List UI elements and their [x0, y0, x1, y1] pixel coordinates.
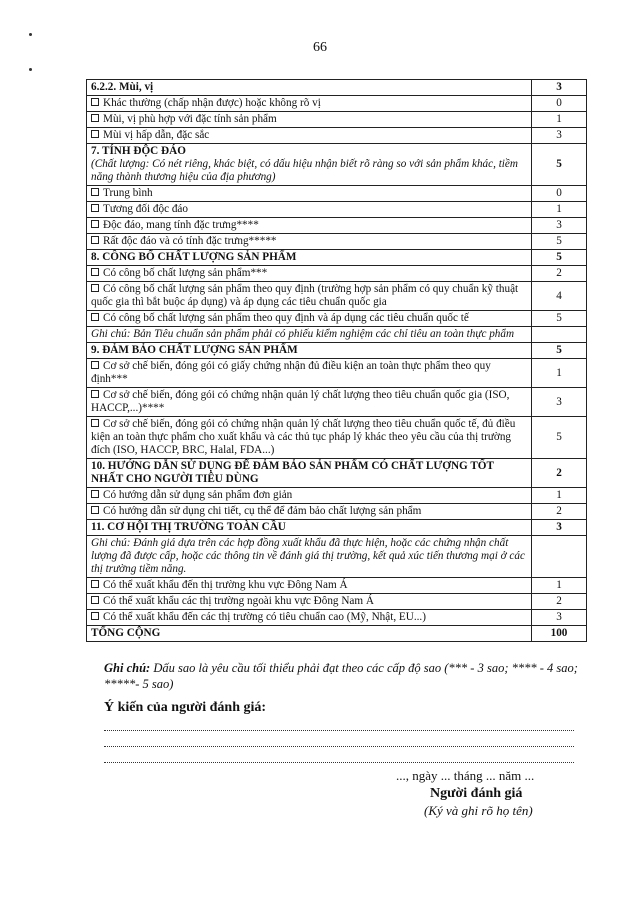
option-label: Cơ sở chế biến, đóng gói có giấy chứng nhận đủ điều kiện an toàn thực phẩm theo quy định*** [91, 360, 491, 385]
scan-mark-dot [29, 68, 32, 71]
date-line: ..., ngày ... tháng ... năm ... [396, 768, 535, 783]
criterion-row [87, 626, 587, 642]
option-row [87, 234, 587, 250]
score-cell: 3 [532, 218, 587, 234]
option-label: Độc đáo, mang tính đặc trưng**** [103, 219, 259, 231]
score-cell: 3 [532, 520, 587, 536]
option-label: Rất độc đáo và có tính đặc trưng***** [103, 235, 277, 247]
score-cell: 3 [532, 128, 587, 144]
score-cell: 2 [532, 594, 587, 610]
score-cell: 1 [532, 578, 587, 594]
option-label: Mùi vị hấp dẫn, đặc sắc [103, 129, 210, 141]
criterion-title: 10. HƯỚNG DẪN SỬ DỤNG ĐỂ ĐẢM BẢO SẢN PHẨM CÓ CHẤT LƯỢNG TỐT NHẤT CHO NGƯỜI TIÊU DÙNG [91, 460, 494, 485]
signer-note: (Ký và ghi rõ họ tên) [424, 803, 533, 818]
score-cell: 4 [532, 282, 587, 311]
opinion-line[interactable] [104, 762, 574, 763]
score-cell: 2 [532, 266, 587, 282]
criterion-title: 11. CƠ HỘI THỊ TRƯỜNG TOÀN CẦU [91, 521, 286, 533]
score-cell: 3 [532, 388, 587, 417]
score-cell [532, 327, 587, 343]
note-row [87, 327, 587, 343]
checkbox[interactable] [91, 361, 99, 369]
checkbox[interactable] [91, 490, 99, 498]
checkbox[interactable] [91, 98, 99, 106]
option-label: Có hướng dẫn sử dụng sản phẩm đơn giản [103, 489, 293, 501]
option-label: Có công bố chất lượng sản phẩm*** [103, 267, 268, 279]
scan-mark-dot [29, 33, 32, 36]
note-row [87, 536, 587, 578]
option-label: Có hướng dẫn sử dụng chi tiết, cụ thể để đảm bảo chất lượng sản phẩm [103, 505, 422, 517]
option-label: Mùi, vị phù hợp với đặc tính sản phẩm [103, 113, 277, 125]
option-label: Cơ sở chế biến, đóng gói có chứng nhận quản lý chất lượng theo tiêu chuẩn quốc tế, đủ điều kiện an toàn thực phẩm cho xuất khẩu và các thủ tục pháp lý khác theo yêu cầu của thị trường đích (ISO, HACCP, BRC, Halal, FDA...) [91, 418, 516, 456]
option-label: Có thể xuất khẩu các thị trường ngoài khu vực Đông Nam Á [103, 595, 374, 607]
checkbox[interactable] [91, 268, 99, 276]
checkbox[interactable] [91, 236, 99, 244]
opinion-line[interactable] [104, 746, 574, 747]
score-cell: 5 [532, 311, 587, 327]
checkbox[interactable] [91, 580, 99, 588]
checkbox[interactable] [91, 204, 99, 212]
note-text: Ghi chú: Bản Tiêu chuẩn sản phẩm phải có phiếu kiểm nghiệm các chỉ tiêu an toàn thực phẩm [91, 328, 515, 340]
score-cell: 3 [532, 610, 587, 626]
criterion-row [87, 459, 587, 488]
score-cell: 2 [532, 504, 587, 520]
page-number: 66 [313, 40, 327, 55]
criterion-row [87, 520, 587, 536]
score-cell: 5 [532, 144, 587, 186]
criterion-title: 6.2.2. Mùi, vị [91, 81, 154, 93]
score-cell: 3 [532, 80, 587, 96]
option-row [87, 504, 587, 520]
footnote-text: Dấu sao là yêu cầu tối thiểu phải đạt theo các cấp độ sao (*** - 3 sao; **** - 4 sao; *****- 5 sao) [104, 661, 578, 691]
option-row [87, 202, 587, 218]
checkbox[interactable] [91, 220, 99, 228]
score-cell: 1 [532, 488, 587, 504]
option-label: Trung bình [103, 187, 153, 199]
option-row [87, 96, 587, 112]
option-row [87, 282, 587, 311]
score-cell: 5 [532, 417, 587, 459]
score-cell: 0 [532, 96, 587, 112]
criterion-row [87, 80, 587, 96]
opinion-title: Ý kiến của người đánh giá: [104, 700, 267, 715]
option-row [87, 578, 587, 594]
option-row [87, 186, 587, 202]
score-cell: 1 [532, 359, 587, 388]
option-row [87, 610, 587, 626]
footnote [104, 660, 584, 692]
option-label: Có công bố chất lượng sản phẩm theo quy định (trường hợp sản phẩm có quy chuẩn kỹ thuật quốc gia thì bắt buộc áp dụng) và áp dụng các tiêu chuẩn quốc gia [91, 283, 519, 308]
option-row [87, 359, 587, 388]
criterion-row [87, 343, 587, 359]
criterion-title: TỔNG CỘNG [91, 627, 161, 639]
criteria-score-table [86, 79, 587, 642]
checkbox[interactable] [91, 506, 99, 514]
option-row [87, 266, 587, 282]
option-label: Có công bố chất lượng sản phẩm theo quy định và áp dụng các tiêu chuẩn quốc tế [103, 312, 469, 324]
checkbox[interactable] [91, 284, 99, 292]
score-cell: 5 [532, 250, 587, 266]
score-cell: 0 [532, 186, 587, 202]
score-cell: 1 [532, 202, 587, 218]
option-row [87, 311, 587, 327]
option-label: Khác thường (chấp nhận được) hoặc không rõ vị [103, 97, 321, 109]
checkbox[interactable] [91, 390, 99, 398]
option-label: Có thể xuất khẩu đến thị trường khu vực Đông Nam Á [103, 579, 348, 591]
option-row [87, 488, 587, 504]
option-row [87, 218, 587, 234]
criterion-row [87, 250, 587, 266]
option-row [87, 388, 587, 417]
option-label: Cơ sở chế biến, đóng gói có chứng nhận quản lý chất lượng theo tiêu chuẩn quốc gia (ISO, HACCP,...)**** [91, 389, 510, 414]
score-cell: 5 [532, 234, 587, 250]
score-cell: 5 [532, 343, 587, 359]
footnote-label: Ghi chú: [104, 661, 151, 675]
option-label: Có thể xuất khẩu đến các thị trường có tiêu chuẩn cao (Mỹ, Nhật, EU...) [103, 611, 426, 623]
option-row [87, 417, 587, 459]
option-row [87, 112, 587, 128]
criterion-note: (Chất lượng: Có nét riêng, khác biệt, có dấu hiệu nhận biết rõ ràng so với sản phẩm khác, tiềm năng thành thương hiệu của địa phương) [91, 158, 518, 183]
score-cell: 1 [532, 112, 587, 128]
criterion-title: 8. CÔNG BỐ CHẤT LƯỢNG SẢN PHẨM [91, 251, 297, 263]
checkbox[interactable] [91, 596, 99, 604]
checkbox[interactable] [91, 313, 99, 321]
note-text: Ghi chú: Đánh giá dựa trên các hợp đồng xuất khẩu đã thực hiện, hoặc các chứng nhận chất lượng đã được cấp, hoặc các thông tin về đánh giá thị trường, kết quả xúc tiến thương mại ở các thị trường tiềm năng. [91, 537, 525, 575]
option-row [87, 128, 587, 144]
checkbox[interactable] [91, 419, 99, 427]
score-cell: 100 [532, 626, 587, 642]
opinion-line[interactable] [104, 730, 574, 731]
score-cell [532, 536, 587, 578]
checkbox[interactable] [91, 130, 99, 138]
checkbox[interactable] [91, 114, 99, 122]
criterion-row [87, 144, 587, 186]
criterion-title: 7. TÍNH ĐỘC ĐÁO [91, 145, 186, 157]
option-label: Tương đối độc đáo [103, 203, 188, 215]
score-cell: 2 [532, 459, 587, 488]
checkbox[interactable] [91, 188, 99, 196]
signer-title: Người đánh giá [430, 786, 523, 801]
option-row [87, 594, 587, 610]
checkbox[interactable] [91, 612, 99, 620]
criterion-title: 9. ĐẢM BẢO CHẤT LƯỢNG SẢN PHẨM [91, 344, 298, 356]
